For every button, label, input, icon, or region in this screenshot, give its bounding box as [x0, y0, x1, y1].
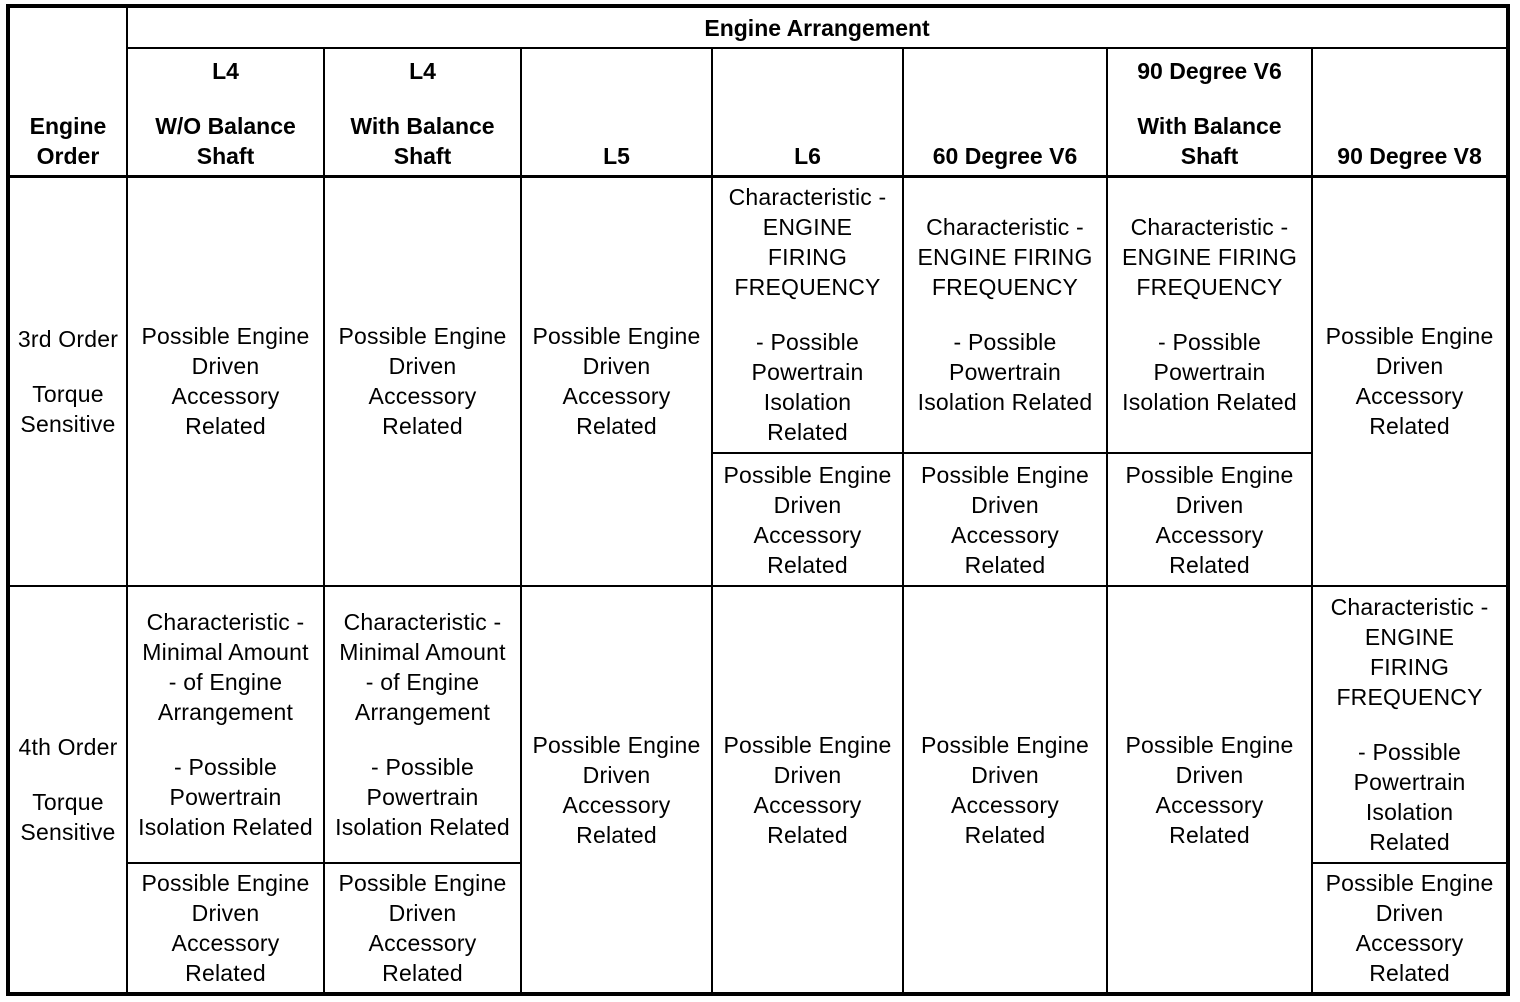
cell-text: Related: [576, 413, 657, 440]
col-header-line3: L5: [603, 142, 630, 169]
cell-text: FREQUENCY: [1336, 684, 1483, 710]
cell-3rd-60-v6-accessory: [903, 453, 1107, 586]
cell-text: Related: [1169, 821, 1250, 848]
cell-text: Characteristic -: [343, 609, 502, 635]
cell-text: Powertrain: [751, 359, 864, 386]
cell-text: Possible Engine: [532, 323, 701, 350]
col-header-l6: [712, 48, 903, 176]
cell-text: Possible Engine: [141, 323, 310, 350]
cell-text: Accessory: [753, 791, 862, 818]
col-header-60-degree-v6: [903, 48, 1107, 176]
cell-text: - Possible: [953, 329, 1057, 356]
col-header-line3: Shaft: [1180, 142, 1239, 169]
cell-text: Accessory: [171, 383, 280, 410]
cell-text: - Possible: [1158, 329, 1261, 356]
cell-text: Possible Engine: [338, 870, 507, 896]
cell-text: Accessory: [562, 791, 671, 818]
cell-text: Powertrain: [1153, 359, 1266, 386]
cell-text: Possible Engine: [723, 461, 892, 488]
cell-text: Possible Engine: [723, 731, 892, 758]
cell-text: Possible Engine: [921, 461, 1089, 488]
cell-text: Powertrain: [366, 784, 479, 810]
cell-text: ENGINE: [1364, 624, 1455, 650]
cell-text: Accessory: [753, 521, 862, 548]
cell-text: Driven: [773, 761, 842, 788]
cell-text: Accessory: [1355, 930, 1464, 956]
cell-text: Related: [767, 551, 848, 578]
cell-text: Accessory: [368, 383, 477, 410]
cell-text: - of Engine: [365, 669, 480, 695]
cell-text: Driven: [773, 491, 842, 518]
cell-text: Accessory: [1155, 791, 1264, 818]
cell-text: Related: [185, 413, 266, 440]
col-header-line3: Shaft: [196, 142, 255, 169]
cell-text: Minimal Amount: [339, 639, 506, 665]
col-header-90-degree-v6-balance: [1107, 48, 1312, 176]
col-header-line1: L4: [212, 57, 239, 84]
cell-text: Characteristic -: [146, 609, 305, 635]
cell-text: Possible Engine: [532, 731, 701, 758]
col-header-l5: [521, 48, 712, 176]
cell-text: Characteristic -: [1130, 214, 1289, 241]
col-header-line3: 90 Degree V8: [1337, 142, 1482, 169]
cell-text: Related: [767, 821, 848, 848]
cell-text: - Possible: [174, 754, 277, 780]
cell-text: Possible Engine: [1125, 461, 1294, 488]
row-label-line2: Torque: [32, 789, 104, 815]
cell-text: Related: [382, 960, 463, 986]
cell-text: Isolation: [1365, 799, 1454, 825]
cell-text: - Possible: [756, 329, 859, 356]
col-header-line3: 60 Degree V6: [932, 142, 1078, 169]
cell-text: Related: [576, 821, 657, 848]
engine-arrangement-header: Engine Arrangement: [127, 6, 1508, 48]
cell-text: Driven: [582, 761, 651, 788]
cell-text: Related: [382, 413, 463, 440]
cell-text: Related: [1169, 551, 1250, 578]
cell-3rd-60-v6-firing: [903, 176, 1107, 453]
cell-4th-90-v8-firing: [1312, 586, 1508, 863]
cell-text: Accessory: [171, 930, 280, 956]
cell-4th-l4-wo-balance-arrangement: [127, 586, 324, 863]
row-label-line1: 3rd Order: [17, 325, 119, 352]
col-header-line3: L6: [794, 142, 821, 169]
cell-text: Powertrain: [949, 359, 1061, 386]
cell-text: Powertrain: [1353, 769, 1466, 795]
cell-text: Possible Engine: [1325, 870, 1494, 896]
cell-text: FREQUENCY: [1136, 274, 1283, 301]
cell-text: Isolation: [763, 389, 852, 416]
cell-text: Related: [185, 960, 266, 986]
col-header-line2: With Balance: [350, 112, 495, 139]
row-label-3rd-order: [8, 176, 127, 586]
cell-text: Accessory: [1155, 521, 1264, 548]
col-header-line1: 90 Degree V6: [1137, 57, 1282, 84]
cell-text: ENGINE FIRING: [917, 244, 1093, 271]
cell-text: Characteristic -: [1330, 594, 1489, 620]
cell-4th-l6: [712, 586, 903, 994]
cell-text: Driven: [388, 353, 457, 380]
cell-text: FIRING: [767, 244, 848, 271]
cell-text: Driven: [1175, 491, 1244, 518]
cell-text: Isolation Related: [335, 814, 510, 840]
cell-text: Characteristic -: [926, 214, 1084, 241]
cell-3rd-l6-accessory: [712, 453, 903, 586]
col-header-line2: With Balance: [1137, 112, 1282, 139]
cell-text: ENGINE: [762, 214, 853, 241]
cell-text: Related: [1369, 413, 1450, 440]
cell-text: - of Engine: [168, 669, 283, 695]
cell-text: Driven: [1375, 353, 1444, 380]
cell-text: Driven: [971, 491, 1039, 518]
cell-4th-l4-with-balance-arrangement: [324, 586, 521, 863]
cell-text: Possible Engine: [141, 870, 310, 896]
cell-text: Driven: [1175, 761, 1244, 788]
cell-4th-90-v8-accessory: [1312, 863, 1508, 994]
cell-text: Minimal Amount: [142, 639, 309, 665]
cell-4th-l4-with-balance-accessory: [324, 863, 521, 994]
cell-text: Accessory: [951, 791, 1059, 818]
engine-order-header-line1: Engine: [29, 112, 107, 139]
cell-text: Arrangement: [354, 699, 491, 725]
cell-text: Driven: [191, 353, 260, 380]
row-label-line2: Torque: [32, 380, 104, 407]
engine-order-header: [8, 6, 127, 176]
cell-text: Related: [964, 821, 1046, 848]
cell-text: Accessory: [951, 521, 1059, 548]
col-header-l4-with-balance: [324, 48, 521, 176]
cell-text: - Possible: [371, 754, 474, 780]
cell-text: Characteristic -: [728, 184, 887, 211]
cell-text: Related: [964, 551, 1046, 578]
cell-text: Accessory: [1355, 383, 1464, 410]
cell-3rd-l6-firing: [712, 176, 903, 453]
cell-3rd-90-v8: [1312, 176, 1508, 586]
row-label-line1: 4th Order: [18, 734, 118, 760]
cell-text: Possible Engine: [338, 323, 507, 350]
cell-text: Related: [767, 419, 848, 446]
cell-text: Accessory: [368, 930, 477, 956]
engine-order-header-line2: Order: [36, 142, 100, 169]
cell-4th-l5: [521, 586, 712, 994]
cell-text: Driven: [388, 900, 457, 926]
col-header-line3: Shaft: [393, 142, 452, 169]
col-header-line1: L4: [409, 57, 436, 84]
cell-text: FIRING: [1369, 654, 1450, 680]
cell-text: Driven: [971, 761, 1039, 788]
row-label-line3: Sensitive: [20, 819, 116, 845]
row-label-4th-order: [8, 586, 127, 994]
cell-text: FREQUENCY: [931, 274, 1079, 301]
cell-4th-l4-wo-balance-accessory: [127, 863, 324, 994]
cell-text: Driven: [582, 353, 651, 380]
cell-3rd-l5: [521, 176, 712, 586]
cell-text: Possible Engine: [1125, 731, 1294, 758]
cell-text: Driven: [1375, 900, 1444, 926]
cell-text: Powertrain: [169, 784, 282, 810]
cell-4th-90-v6: [1107, 586, 1312, 994]
cell-text: Isolation Related: [917, 389, 1093, 416]
cell-text: Related: [1369, 960, 1450, 986]
row-label-line3: Sensitive: [20, 410, 116, 437]
cell-text: Isolation Related: [1122, 389, 1297, 416]
cell-text: ENGINE FIRING: [1121, 244, 1298, 271]
col-header-line2: W/O Balance: [155, 112, 296, 139]
cell-3rd-90-v6-accessory: [1107, 453, 1312, 586]
cell-text: Possible Engine: [1325, 323, 1494, 350]
cell-3rd-l4-wo-balance: [127, 176, 324, 586]
cell-text: Possible Engine: [921, 731, 1089, 758]
cell-text: Arrangement: [157, 699, 294, 725]
cell-text: FREQUENCY: [734, 274, 881, 301]
cell-text: - Possible: [1358, 739, 1462, 765]
col-header-90-degree-v8: [1312, 48, 1508, 176]
cell-text: Isolation Related: [138, 814, 313, 840]
engine-order-table: [6, 4, 1510, 996]
cell-4th-60-v6: [903, 586, 1107, 994]
cell-text: Accessory: [562, 383, 671, 410]
cell-text: Related: [1369, 829, 1450, 855]
col-header-l4-wo-balance: [127, 48, 324, 176]
cell-text: Driven: [191, 900, 260, 926]
cell-3rd-90-v6-firing: [1107, 176, 1312, 453]
cell-3rd-l4-with-balance: [324, 176, 521, 586]
